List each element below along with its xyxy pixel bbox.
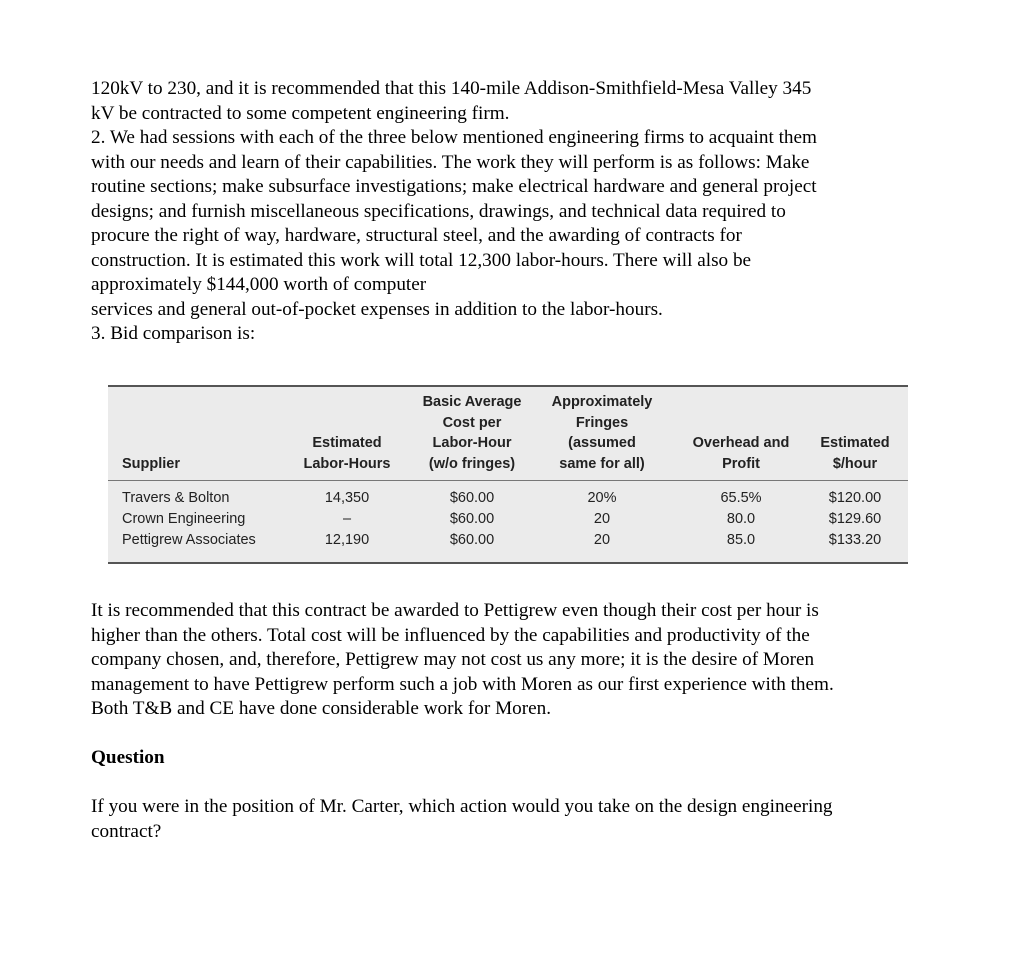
header-approximately-fringes <box>543 392 661 474</box>
text-line: If you were in the position of Mr. Carter, which action would you take on the design engineering <box>91 796 833 817</box>
text-line: 2. We had sessions with each of the three below mentioned engineering firms to acquaint them <box>91 127 817 148</box>
cell-labor-hours: 12,190 <box>324 532 370 548</box>
text-line: with our needs and learn of their capabilities. The work they will perform is as follows: Make <box>91 151 810 173</box>
table-row <box>108 509 908 530</box>
cell-overhead: 80.0 <box>726 511 756 527</box>
text-line: approximately $144,000 worth of computer <box>91 274 427 295</box>
cell-overhead: 65.5% <box>720 490 762 506</box>
text-line: kV be contracted to some competent engineering firm. <box>91 102 510 124</box>
text-line: 120kV to 230, and it is recommended that this 140-mile Addison-Smithfield-Mesa Valley 345 <box>91 78 812 99</box>
cell-cost: $60.00 <box>449 490 495 506</box>
table-row <box>108 530 908 551</box>
header-overhead-and-profit <box>681 433 801 474</box>
intro-text <box>91 77 817 347</box>
header-line: $/hour <box>832 455 878 472</box>
cell-cost: $60.00 <box>449 511 495 527</box>
header-estimated-rate <box>808 433 902 474</box>
text-line: services and general out-of-pocket expenses in addition to the labor-hours. <box>91 298 663 320</box>
text-line: It is recommended that this contract be awarded to Pettigrew even though their cost per hour is <box>91 600 819 621</box>
cell-rate: $129.60 <box>828 511 882 527</box>
header-line: Labor-Hour <box>432 435 512 452</box>
text-line: routine sections; make subsurface investigations; make electrical hardware and general project <box>91 176 817 197</box>
header-line: Approximately <box>551 394 653 410</box>
text-line: company chosen, and, therefore, Pettigrew may not cost us any more; it is the desire of Moren <box>91 649 815 670</box>
text-line: 3. Bid comparison is: <box>91 323 256 344</box>
cell-labor-hours: 14,350 <box>324 490 370 506</box>
text-line: procure the right of way, hardware, structural steel, and the awarding of contracts for <box>91 225 742 246</box>
header-line: Supplier <box>122 456 181 472</box>
header-line: Fringes <box>575 414 629 431</box>
question-heading: Question <box>91 747 165 768</box>
header-line: Basic Average <box>422 394 522 410</box>
header-line: Overhead and <box>692 435 790 451</box>
cell-fringes: 20% <box>587 490 617 506</box>
text-line: construction. It is estimated this work will total 12,300 labor-hours. There will also be <box>91 249 752 271</box>
header-line: (assumed <box>568 435 636 452</box>
header-basic-average-cost <box>413 392 531 474</box>
bid-comparison-table <box>108 385 908 564</box>
header-line: Labor-Hours <box>303 455 391 472</box>
table-row <box>108 488 908 509</box>
cell-supplier: Travers & Bolton <box>122 490 230 506</box>
cell-supplier: Crown Engineering <box>122 511 246 527</box>
text-line: Both T&B and CE have done considerable work for Moren. <box>91 698 552 719</box>
cell-cost: $60.00 <box>449 532 495 548</box>
header-divider <box>108 480 908 481</box>
header-line: Profit <box>722 455 760 472</box>
header-line: Estimated <box>312 435 382 451</box>
cell-rate: $120.00 <box>828 490 882 506</box>
text-line: contract? <box>91 820 162 842</box>
question-text <box>91 795 833 844</box>
cell-labor-hours: – <box>342 511 352 527</box>
header-supplier <box>122 454 180 475</box>
cell-fringes: 20 <box>593 511 611 527</box>
cell-fringes: 20 <box>593 532 611 548</box>
table-body <box>108 488 908 551</box>
header-line: same for all) <box>559 455 645 472</box>
header-line: (w/o fringes) <box>428 455 516 472</box>
cell-rate: $133.20 <box>828 532 882 548</box>
header-estimated-labor-hours <box>295 433 399 474</box>
recommendation-text <box>91 599 834 722</box>
header-line: Estimated <box>820 435 890 451</box>
header-line: Cost per <box>442 414 502 431</box>
text-line: higher than the others. Total cost will be influenced by the capabilities and productivity of the <box>91 624 810 646</box>
text-line: designs; and furnish miscellaneous specifications, drawings, and technical data required to <box>91 200 786 222</box>
cell-supplier: Pettigrew Associates <box>122 532 256 548</box>
text-line: management to have Pettigrew perform such a job with Moren as our first experience with them. <box>91 673 834 695</box>
cell-overhead: 85.0 <box>726 532 756 548</box>
